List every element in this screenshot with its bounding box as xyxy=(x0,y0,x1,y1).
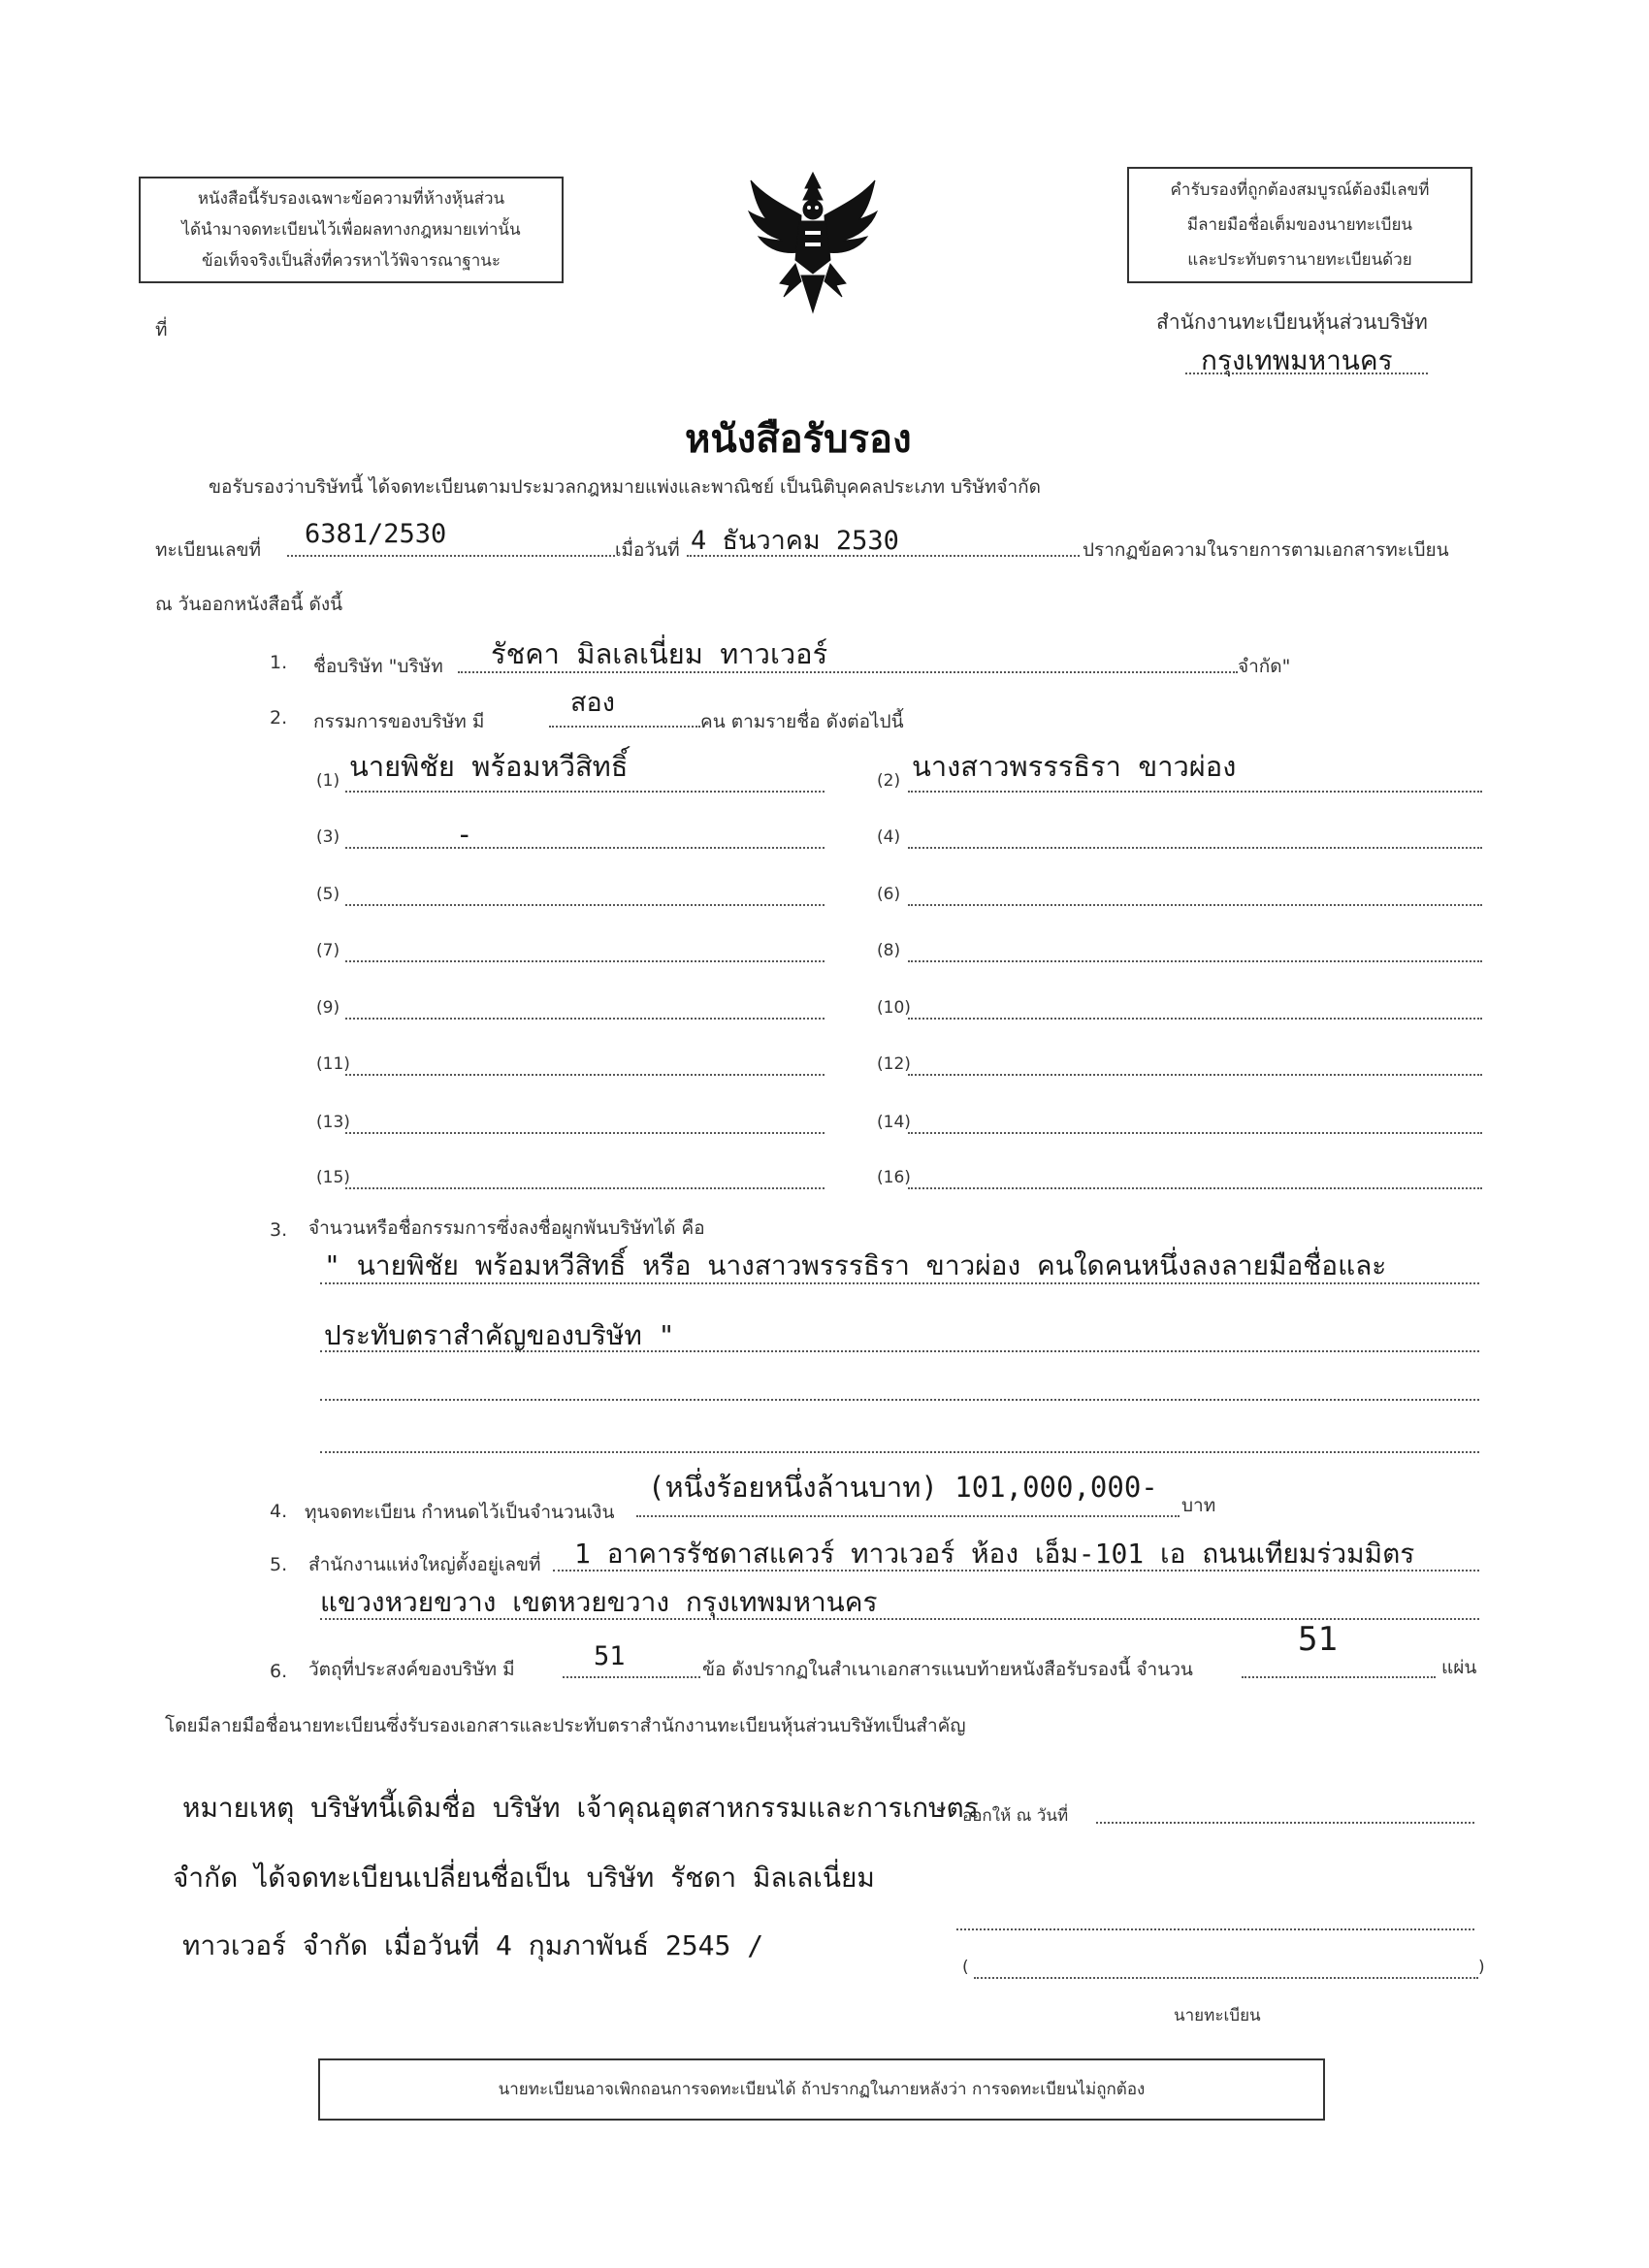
director-line xyxy=(908,791,1482,793)
director-line xyxy=(908,1132,1482,1134)
director-line xyxy=(908,904,1482,906)
director-name: - xyxy=(456,818,473,851)
signature-statement: โดยมีลายมือชื่อนายทะเบียนซึ่งรับรองเอกสารและประทับตราสำนักงานทะเบียนหุ้นส่วนบริษัทเป็นสำคัญ xyxy=(165,1715,966,1736)
director-line xyxy=(908,1018,1482,1020)
company-name: รัชคา มิลเลเนี่ยม ทาวเวอร์ xyxy=(491,637,828,670)
director-line xyxy=(908,1187,1482,1189)
director-line xyxy=(908,847,1482,849)
item6-label: วัตถุที่ประสงค์ของบริษัท มี xyxy=(308,1659,515,1680)
office-city-line xyxy=(1185,373,1428,374)
capital-unit: บาท xyxy=(1181,1495,1216,1516)
item6-middle: ข้อ ดังปรากฏในสำเนาเอกสารแนบท้ายหนังสือรับรองนี้ จำนวน xyxy=(702,1659,1193,1680)
director-number: (10) xyxy=(877,998,911,1018)
director-number: (13) xyxy=(316,1113,350,1132)
registrar-paren-close: ) xyxy=(1478,1958,1485,1977)
director-line xyxy=(345,960,824,962)
attachment-pages: 51 xyxy=(1298,1620,1338,1659)
director-line xyxy=(345,904,824,906)
date-label: เมื่อวันที่ xyxy=(615,539,680,561)
item3-line-2 xyxy=(320,1350,1479,1352)
director-number: (6) xyxy=(877,885,901,904)
office-city: กรุงเทพมหานคร xyxy=(1201,344,1393,376)
item3-number: 3. xyxy=(270,1219,288,1241)
director-count-line xyxy=(549,726,700,728)
director-number: (4) xyxy=(877,827,901,847)
date-value: 4 ธันวาคม 2530 xyxy=(691,526,899,556)
director-line xyxy=(345,847,824,849)
director-number: (12) xyxy=(877,1054,911,1074)
remark-line-3: ทาวเวอร์ จำกัด เมื่อวันที่ 4 กุมภาพันธ์ 2545 / xyxy=(182,1929,764,1961)
director-number: (2) xyxy=(877,771,901,791)
signing-authority-line-1: " นายพิชัย พร้อมหวีสิทธิ์ หรือ นางสาวพรรรธิรา ขาวผ่อง คนใดคนหนึ่งลงลายมือชื่อและ xyxy=(324,1249,1387,1281)
director-line xyxy=(908,960,1482,962)
office-label: สำนักงานทะเบียนหุ้นส่วนบริษัท xyxy=(1156,310,1428,334)
director-name: นางสาวพรรรธิรา ขาวผ่อง xyxy=(912,750,1237,783)
item2-label: กรรมการของบริษัท มี xyxy=(313,711,485,732)
director-line xyxy=(345,1132,824,1134)
certify-text: ขอรับรองว่าบริษัทนี้ ได้จดทะเบียนตามประมวลกฎหมายแพ่งและพาณิชย์ เป็นนิติบุคคลประเภท บริษัทจำกัด xyxy=(209,476,1041,498)
director-number: (3) xyxy=(316,827,340,847)
director-count: สอง xyxy=(570,688,615,718)
director-line xyxy=(345,1018,824,1020)
director-line xyxy=(345,791,824,793)
registrar-title: นายทะเบียน xyxy=(1174,2006,1261,2025)
appears-text: ปรากฏข้อความในรายการตามเอกสารทะเบียน xyxy=(1083,539,1449,561)
registrar-name-line xyxy=(974,1977,1478,1979)
registrar-paren-open: ( xyxy=(962,1958,969,1977)
remark-line-1: หมายเหตุ บริษัทนี้เดิมชื่อ บริษัท เจ้าคุณอุตสาหกรรมและการเกษตร xyxy=(182,1792,979,1824)
director-number: (7) xyxy=(316,941,340,960)
registrar-signature-line xyxy=(956,1928,1474,1930)
director-line xyxy=(908,1074,1482,1076)
notice-right-line-3: และประทับตรานายทะเบียนด้วย xyxy=(1187,250,1412,270)
footer-notice-box xyxy=(318,2058,1325,2121)
director-number: (16) xyxy=(877,1168,911,1187)
head-office-address-line-2: แขวงหวยขวาง เขตหวยขวาง กรุงเทพมหานคร xyxy=(320,1586,878,1618)
item1-label: ชื่อบริษัท "บริษัท xyxy=(313,656,443,677)
ref-label: ที่ xyxy=(155,319,168,340)
footer-notice-text: นายทะเบียนอาจเพิกถอนการจดทะเบียนได้ ถ้าปรากฏในภายหลังว่า การจดทะเบียนไม่ถูกต้อง xyxy=(498,2080,1146,2099)
page-title: หนังสือรับรอง xyxy=(685,417,912,462)
item1-number: 1. xyxy=(270,652,288,673)
date-line xyxy=(687,555,1080,557)
objectives-count-line xyxy=(563,1676,700,1678)
issue-text: ณ วันออกหนังสือนี้ ดังนี้ xyxy=(155,594,343,615)
item6-number: 6. xyxy=(270,1661,288,1682)
company-name-line xyxy=(458,671,1238,673)
issued-date-label: ออกให้ ณ วันที่ xyxy=(962,1806,1069,1826)
item5-number: 5. xyxy=(270,1554,288,1575)
director-number: (5) xyxy=(316,885,340,904)
item3-line-1 xyxy=(320,1282,1479,1284)
item3-line-3 xyxy=(320,1399,1479,1401)
director-line xyxy=(345,1074,824,1076)
item1-suffix: จำกัด" xyxy=(1238,656,1291,677)
attachment-unit: แผ่น xyxy=(1441,1657,1477,1678)
director-name: นายพิชัย พร้อมหวีสิทธิ์ xyxy=(349,750,629,783)
attachment-pages-line xyxy=(1242,1676,1436,1678)
notice-box-right xyxy=(1127,167,1472,283)
signing-authority-line-2: ประทับตราสำคัญของบริษัท " xyxy=(324,1319,675,1351)
item5-label: สำนักงานแห่งใหญ่ตั้งอยู่เลขที่ xyxy=(308,1554,541,1575)
director-number: (14) xyxy=(877,1113,911,1132)
notice-left-line-3: ข้อเท็จจริงเป็นสิ่งที่ควรหาไว้พิจารณาฐานะ xyxy=(201,251,501,271)
capital-line xyxy=(636,1515,1180,1517)
item2-suffix: คน ตามรายชื่อ ดังต่อไปนี้ xyxy=(700,711,904,732)
item3-label: จำนวนหรือชื่อกรรมการซึ่งลงชื่อผูกพันบริษัทได้ คือ xyxy=(308,1217,705,1239)
director-line xyxy=(345,1187,824,1189)
registered-capital: (หนึ่งร้อยหนึ่งล้านบาท) 101,000,000- xyxy=(648,1471,1158,1504)
director-number: (1) xyxy=(316,771,340,791)
head-office-address-line-1: 1 อาคารรัชดาสแควร์ ทาวเวอร์ ห้อง เอ็ม-101 เอ ถนนเทียมร่วมมิตร xyxy=(574,1538,1415,1570)
address-line-1 xyxy=(553,1570,1479,1571)
objectives-count: 51 xyxy=(594,1641,626,1671)
director-number: (15) xyxy=(316,1168,350,1187)
notice-box-left xyxy=(139,177,564,283)
item2-number: 2. xyxy=(270,707,288,729)
item4-label: ทุนจดทะเบียน กำหนดไว้เป็นจำนวนเงิน xyxy=(305,1502,615,1523)
remark-line-2: จำกัด ได้จดทะเบียนเปลี่ยนชื่อเป็น บริษัท รัชดา มิลเลเนี่ยม xyxy=(173,1862,875,1894)
director-number: (11) xyxy=(316,1054,350,1074)
director-number: (8) xyxy=(877,941,901,960)
item3-line-4 xyxy=(320,1451,1479,1453)
notice-left-line-1: หนังสือนี้รับรองเฉพาะข้อความที่ห้างหุ้นส่วน xyxy=(197,189,505,209)
notice-right-line-2: มีลายมือชื่อเต็มของนายทะเบียน xyxy=(1186,215,1413,235)
item4-number: 4. xyxy=(270,1501,288,1522)
issued-date-line xyxy=(1096,1822,1474,1824)
notice-right-line-1: คำรับรองที่ถูกต้องสมบูรณ์ต้องมีเลขที่ xyxy=(1170,180,1430,200)
notice-left-line-2: ได้นำมาจดทะเบียนไว้เพื่อผลทางกฎหมายเท่านั้น xyxy=(181,220,521,240)
reg-no-value: 6381/2530 xyxy=(305,519,447,549)
director-number: (9) xyxy=(316,998,340,1018)
garuda-emblem-icon xyxy=(745,167,881,318)
reg-no-label: ทะเบียนเลขที่ xyxy=(155,539,262,561)
reg-no-line xyxy=(287,555,615,557)
